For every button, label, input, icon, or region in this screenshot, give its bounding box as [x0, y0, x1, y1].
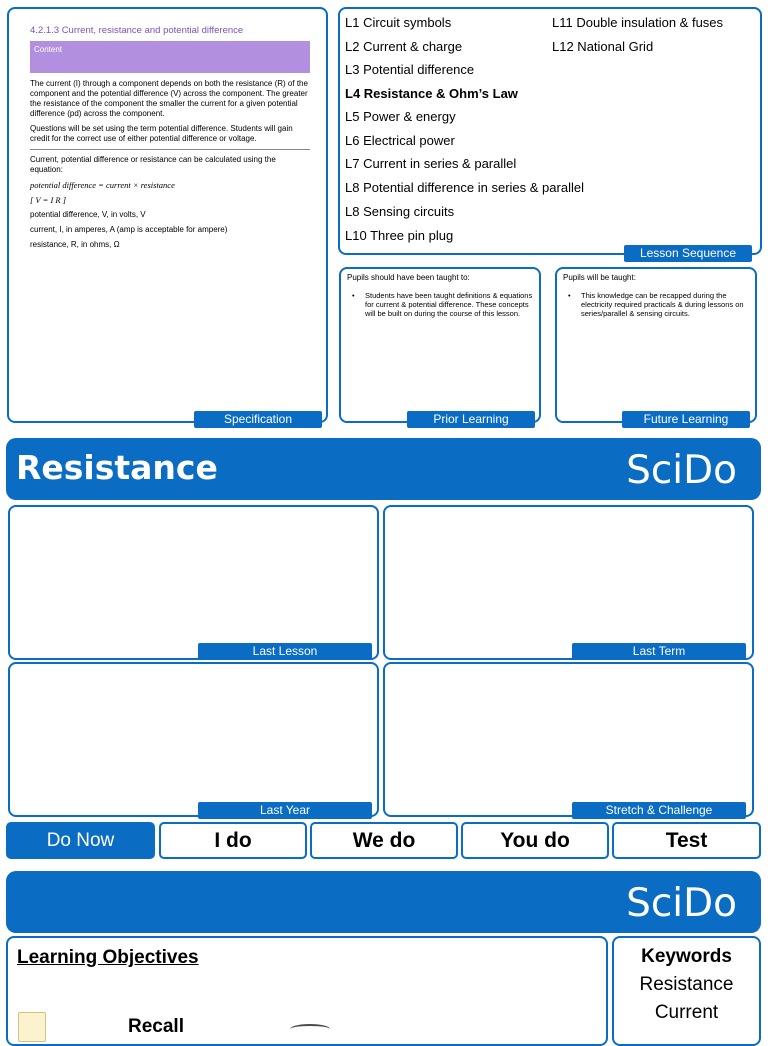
title-banner	[6, 438, 761, 500]
lesson-item: L8 Potential difference in series & parallel	[345, 180, 584, 195]
lesson-sequence-tag: Lesson Sequence	[624, 245, 752, 262]
objective-doc-icon	[18, 1012, 46, 1042]
spec-divider	[30, 149, 310, 150]
spec-body	[30, 79, 310, 250]
tab-test[interactable]: Test	[612, 822, 761, 859]
lesson-item: L6 Electrical power	[345, 133, 455, 148]
brand-logo: SciDo	[626, 448, 737, 493]
second-banner	[6, 871, 761, 933]
prior-learning-tag: Prior Learning	[407, 411, 535, 428]
prior-learning-panel	[339, 267, 541, 423]
lesson-item: L12 National Grid	[552, 39, 654, 54]
tab-do-now[interactable]: Do Now	[6, 822, 155, 859]
lesson-item: L11 Double insulation & fuses	[552, 15, 724, 30]
lesson-item: L3 Potential difference	[345, 62, 475, 77]
future-learning-panel	[555, 267, 757, 423]
lesson-item: L10 Three pin plug	[345, 228, 454, 243]
specification-panel	[7, 7, 328, 423]
tab-you-do[interactable]: You do	[461, 822, 609, 859]
objective-recall: Recall	[128, 1016, 184, 1037]
last-lesson-box[interactable]	[8, 505, 379, 660]
learning-objectives-panel	[6, 936, 608, 1046]
specification-tag: Specification	[194, 411, 322, 428]
lesson-item: L2 Current & charge	[345, 39, 463, 54]
keywords-title: Keywords	[641, 946, 732, 967]
lesson-item: L7 Current in series & parallel	[345, 156, 517, 171]
tab-we-do[interactable]: We do	[310, 822, 458, 859]
tab-i-do[interactable]: I do	[159, 822, 307, 859]
future-learning-tag: Future Learning	[622, 411, 750, 428]
future-learning-heading: Pupils will be taught:	[563, 273, 636, 282]
lesson-item: L4 Resistance & Ohm’s Law	[345, 86, 518, 101]
lesson-item: L5 Power & energy	[345, 109, 456, 124]
spec-content	[30, 25, 310, 255]
brand-logo-2: SciDo	[626, 881, 737, 926]
lesson-title: Resistance	[16, 448, 218, 487]
stretch-challenge-tag: Stretch & Challenge	[572, 802, 746, 819]
last-year-box[interactable]	[8, 662, 379, 817]
last-term-tag: Last Term	[572, 643, 746, 660]
keyword-resistance: Resistance	[639, 974, 734, 995]
spec-equation: potential difference = current × resistance	[30, 180, 175, 190]
last-lesson-tag: Last Lesson	[198, 643, 372, 660]
spec-band-label: Content	[34, 45, 63, 54]
keyword-current: Current	[654, 1002, 719, 1023]
spec-content-band	[30, 41, 310, 73]
spec-definition-r: resistance, R, in ohms, Ω	[30, 240, 120, 249]
prior-learning-bullet: • Students have been taught definitions & equations for current & potential difference. These concepts will be built on during the course of this lesson.	[347, 291, 533, 318]
prior-learning-heading: Pupils should have been taught to:	[347, 273, 470, 282]
lesson-item: L1 Circuit symbols	[345, 15, 452, 30]
spec-paragraph-1: The current (I) through a component depends on both the resistance (R) of the component and the potential difference (V) across the component. The greater the resistance of the component the smaller the current for a given potential difference (pd) across the component.	[30, 79, 308, 118]
learning-objectives-title: Learning Objectives	[17, 947, 199, 968]
spec-definition-i: current, I, in amperes, A (amp is acceptable for ampere)	[30, 225, 228, 234]
future-learning-bullet: • This knowledge can be recapped during the electricity required practicals & during lessons on series/parallel & sensing circuits.	[563, 291, 749, 318]
spec-definition-v: potential difference, V, in volts, V	[30, 210, 146, 219]
objective-text-fragment	[290, 1024, 330, 1034]
lesson-item: L8 Sensing circuits	[345, 204, 455, 219]
spec-heading: 4.2.1.3 Current, resistance and potential difference	[30, 25, 244, 36]
stretch-challenge-box[interactable]	[383, 662, 754, 817]
keywords-panel	[612, 936, 761, 1046]
last-term-box[interactable]	[383, 505, 754, 660]
spec-equation-symbols: [ V = I R ]	[30, 195, 67, 205]
last-year-tag: Last Year	[198, 802, 372, 819]
spec-paragraph-3: Current, potential difference or resistance can be calculated using the equation:	[30, 155, 276, 174]
spec-paragraph-2: Questions will be set using the term potential difference. Students will gain credit for the correct use of either potential difference or voltage.	[30, 124, 293, 143]
